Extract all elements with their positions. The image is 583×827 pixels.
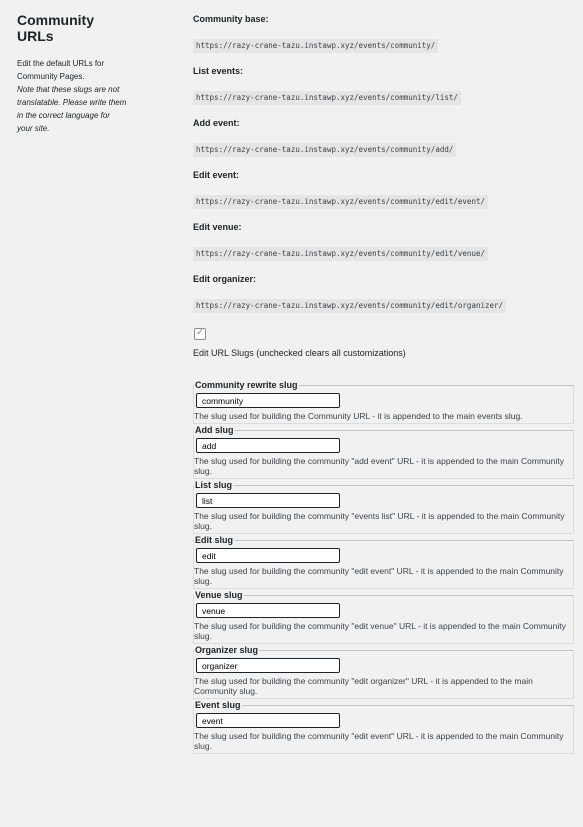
community-rewrite-slug-input[interactable] [196, 393, 340, 408]
fieldset-legend: Organizer slug [195, 645, 259, 655]
fieldset-legend: Add slug [195, 425, 234, 435]
fieldset-legend: Event slug [195, 700, 241, 710]
fieldset-legend: Venue slug [195, 590, 243, 600]
edit-slug-input[interactable] [196, 548, 340, 563]
fieldset-legend: List slug [195, 480, 233, 490]
url-value: https://razy-crane-tazu.instawp.xyz/events/community/add/ [193, 143, 456, 157]
fieldset-description: The slug used for building the community "edit venue" URL - it is appended to the main Community slug. [194, 621, 566, 641]
add-slug-input[interactable] [196, 438, 340, 453]
fieldset-list-slug [193, 479, 574, 534]
section-title: Community URLs [17, 12, 94, 44]
edit-url-slugs-checkbox[interactable] [194, 328, 206, 340]
section-note: Note that these slugs are not translatable. Please write them in the correct language for your site. [17, 85, 127, 133]
slug-fieldsets [193, 379, 574, 754]
event-slug-input[interactable] [196, 713, 340, 728]
fieldset-description: The slug used for building the Community URL - it is appended to the main events slug. [194, 411, 523, 421]
url-value: https://razy-crane-tazu.instawp.xyz/events/community/edit/venue/ [193, 247, 488, 261]
checkmark-icon: ✓ [196, 327, 205, 338]
url-value: https://razy-crane-tazu.instawp.xyz/events/community/edit/organizer/ [193, 299, 506, 313]
organizer-slug-input[interactable] [196, 658, 340, 673]
url-list [193, 13, 578, 359]
url-row-edit-event [193, 169, 578, 221]
url-label: Edit organizer: [193, 274, 257, 284]
url-row-edit-organizer [193, 273, 578, 325]
url-value: https://razy-crane-tazu.instawp.xyz/events/community/edit/event/ [193, 195, 488, 209]
fieldset-edit-slug [193, 534, 574, 589]
fieldset-description: The slug used for building the community "add event" URL - it is appended to the main Community slug. [194, 456, 564, 476]
url-row-community-base [193, 13, 578, 65]
fieldset-description: The slug used for building the community "events list" URL - it is appended to the main Community slug. [194, 511, 565, 531]
url-label: Add event: [193, 118, 240, 128]
url-row-list-events [193, 65, 578, 117]
venue-slug-input[interactable] [196, 603, 340, 618]
settings-sidebar [17, 12, 127, 135]
fieldset-legend: Edit slug [195, 535, 233, 545]
url-label: List events: [193, 66, 244, 76]
url-value: https://razy-crane-tazu.instawp.xyz/events/community/list/ [193, 91, 461, 105]
fieldset-legend: Community rewrite slug [195, 380, 298, 390]
fieldset-description: The slug used for building the community "edit event" URL - it is appended to the main Community slug. [194, 731, 564, 751]
list-slug-input[interactable] [196, 493, 340, 508]
section-description: Edit the default URLs for Community Pages. [17, 59, 105, 81]
fieldset-community-rewrite-slug [193, 379, 574, 424]
fieldset-event-slug [193, 699, 574, 754]
fieldset-add-slug [193, 424, 574, 479]
url-row-add-event [193, 117, 578, 169]
url-label: Edit venue: [193, 222, 242, 232]
fieldset-venue-slug [193, 589, 574, 644]
fieldset-description: The slug used for building the community "edit event" URL - it is appended to the main Community slug. [194, 566, 564, 586]
edit-url-slugs-label: Edit URL Slugs (unchecked clears all customizations) [193, 348, 406, 358]
url-label: Edit event: [193, 170, 240, 180]
fieldset-description: The slug used for building the community "edit organizer" URL - it is appended to the main Community slug. [194, 676, 533, 696]
url-row-edit-venue [193, 221, 578, 273]
url-value: https://razy-crane-tazu.instawp.xyz/events/community/ [193, 39, 438, 53]
fieldset-organizer-slug [193, 644, 574, 699]
url-label: Community base: [193, 14, 269, 24]
